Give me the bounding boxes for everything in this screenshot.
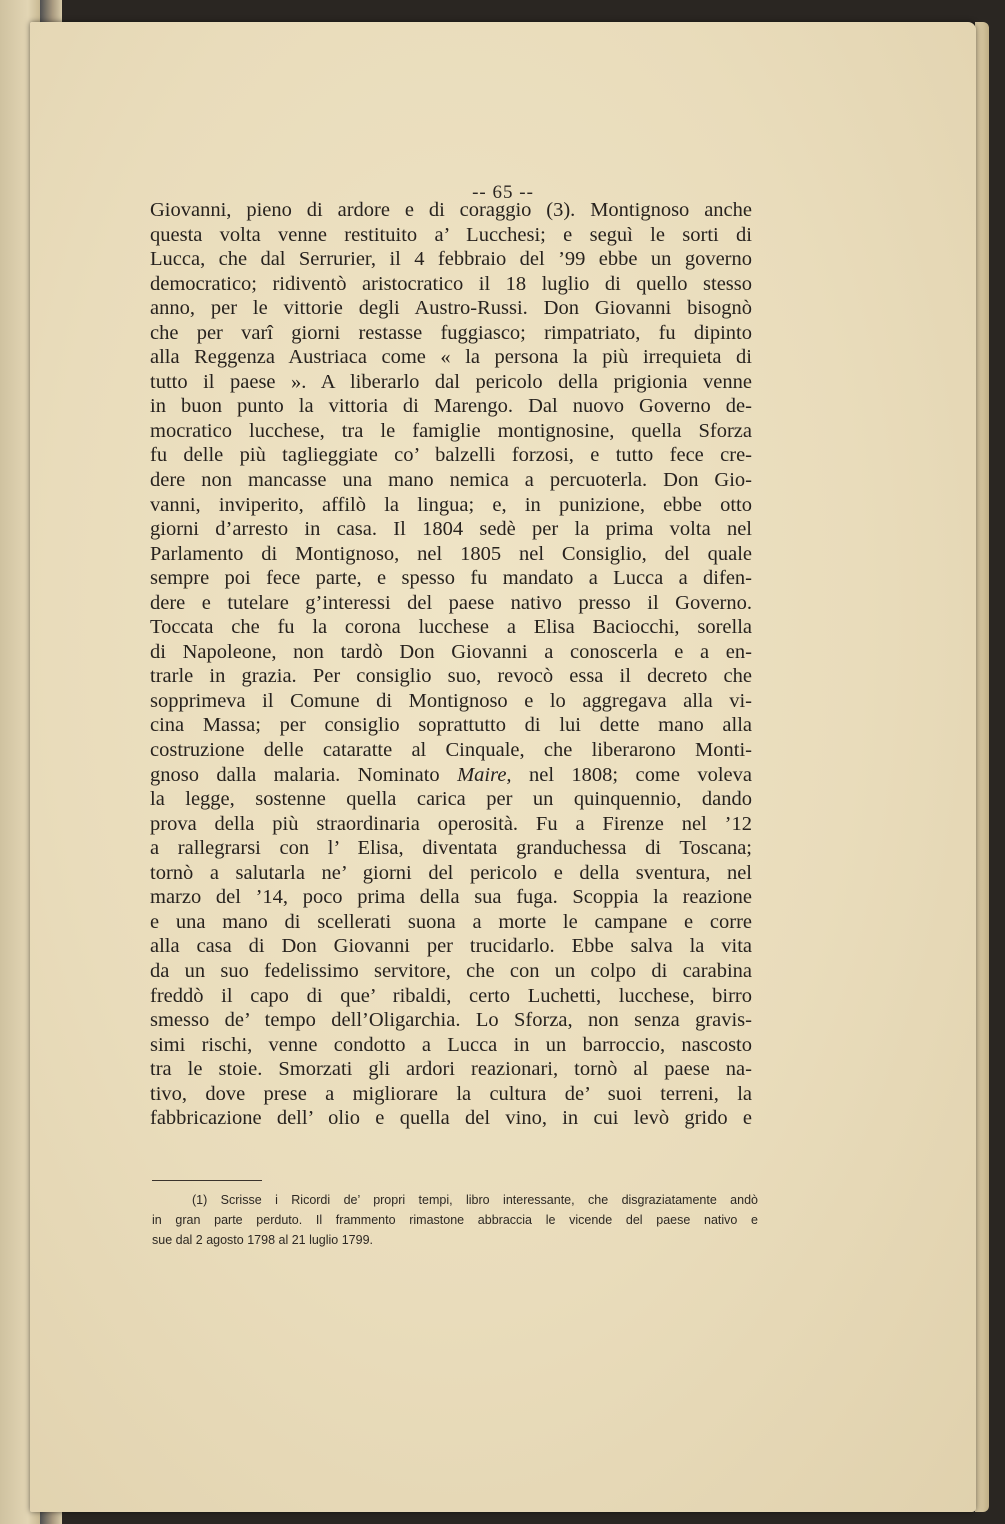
footnote-line: (1) Scrisse i Ricordi de’ propri tempi, libro interessante, che disgraziatamente andò [192, 1193, 758, 1207]
text-line: tutto il paese ». A liberarlo dal pericolo della prigionia venne [150, 370, 752, 393]
text-line: Parlamento di Montignoso, nel 1805 nel Consiglio, del quale [150, 542, 752, 565]
text-line: Giovanni, pieno di ardore e di coraggio (3). Montignoso anche [150, 199, 752, 221]
text-line: tornò a salutarla ne’ giorni del pericolo e della sventura, nel [150, 861, 752, 884]
page-number: -- 65 -- [472, 182, 534, 203]
text-line: che per varî giorni restasse fuggiasco; rimpatriato, fu dipinto [150, 321, 752, 344]
text-line: trarle in grazia. Per consiglio suo, revocò essa il decreto che [150, 665, 752, 688]
text-line: sopprimeva il Comune di Montignoso e lo aggregava alla vi- [150, 689, 752, 712]
text-line: cina Massa; per consiglio soprattutto di lui dette mano alla [150, 714, 752, 737]
text-segment: gnoso dalla malaria. Nominato [150, 763, 440, 786]
text-line: in buon punto la vittoria di Marengo. Dal nuovo Governo de- [150, 395, 752, 418]
text-line: simi rischi, venne condotto a Lucca in un barroccio, nascosto [150, 1033, 752, 1056]
text-line: di Napoleone, non tardò Don Giovanni a conoscerla e a en- [150, 640, 752, 663]
footnote-line: sue dal 2 agosto 1798 al 21 luglio 1799. [152, 1233, 374, 1247]
text-line: tra le stoie. Smorzati gli ardori reazionari, tornò al paese na- [150, 1058, 752, 1081]
text-line: alla casa di Don Giovanni per trucidarlo. Ebbe salva la vita [150, 935, 752, 958]
italic-word: Maire, [457, 763, 512, 786]
page-stack-edge [975, 22, 989, 1512]
footnote-divider [152, 1180, 262, 1181]
text-line: da un suo fedelissimo servitore, che con un colpo di carabina [150, 959, 752, 982]
body-text [150, 198, 752, 1131]
text-line: e una mano di scellerati suona a morte le campane e corre [150, 910, 752, 933]
text-line: giorni d’arresto in casa. Il 1804 sedè per la prima volta nel [150, 518, 752, 541]
text-segment: nel 1808; come voleva [511, 763, 752, 786]
text-line: dere non mancasse una mano nemica a percuoterla. Don Gio- [150, 469, 752, 492]
text-line: tivo, dove prese a migliorare la cultura de’ suoi terreni, la [150, 1082, 752, 1105]
text-line: sempre poi fece parte, e spesso fu mandato a Lucca a difen- [150, 567, 752, 590]
text-line-with-italic [150, 763, 752, 788]
text-line: prova della più straordinaria operosità. Fu a Firenze nel ’12 [150, 812, 752, 835]
text-line: mocratico lucchese, tra le famiglie montignosine, quella Sforza [150, 419, 752, 442]
text-line: costruzione delle cataratte al Cinquale, che liberarono Monti- [150, 739, 752, 762]
text-line: vanni, inviperito, affilò la lingua; e, in punizione, ebbe otto [150, 493, 752, 516]
text-line: freddò il capo di que’ ribaldi, certo Luchetti, lucchese, birro [150, 984, 752, 1007]
footnote-line: in gran parte perduto. Il frammento rimastone abbraccia le vicende del paese nativo e [152, 1213, 758, 1227]
text-line: anno, per le vittorie degli Austro-Russi. Don Giovanni bisognò [150, 297, 752, 320]
text-line: fabbricazione dell’ olio e quella del vino, in cui levò grido e [150, 1107, 752, 1130]
text-line: la legge, sostenne quella carica per un quinquennio, dando [150, 788, 752, 811]
text-line: Toccata che fu la corona lucchese a Elisa Baciocchi, sorella [150, 616, 752, 639]
text-line: Lucca, che dal Serrurier, il 4 febbraio del ’99 ebbe un governo [150, 248, 752, 271]
text-line: a rallegrarsi con l’ Elisa, diventata granduchessa di Toscana; [150, 837, 752, 860]
text-line: fu delle più taglieggiate co’ balzelli forzosi, e tutto fece cre- [150, 444, 752, 467]
footnote [152, 1190, 758, 1250]
text-line: democratico; ridiventò aristocratico il 18 luglio di quello stesso [150, 272, 752, 295]
text-line: marzo del ’14, poco prima della sua fuga. Scoppia la reazione [150, 886, 752, 909]
text-line: dere e tutelare g’interessi del paese nativo presso il Governo. [150, 591, 752, 614]
text-line: alla Reggenza Austriaca come « la persona la più irrequieta di [150, 346, 752, 369]
text-line: questa volta venne restituito a’ Lucchesi; e seguì le sorti di [150, 223, 752, 246]
text-line: smesso de’ tempo dell’Oligarchia. Lo Sforza, non senza gravis- [150, 1009, 752, 1032]
